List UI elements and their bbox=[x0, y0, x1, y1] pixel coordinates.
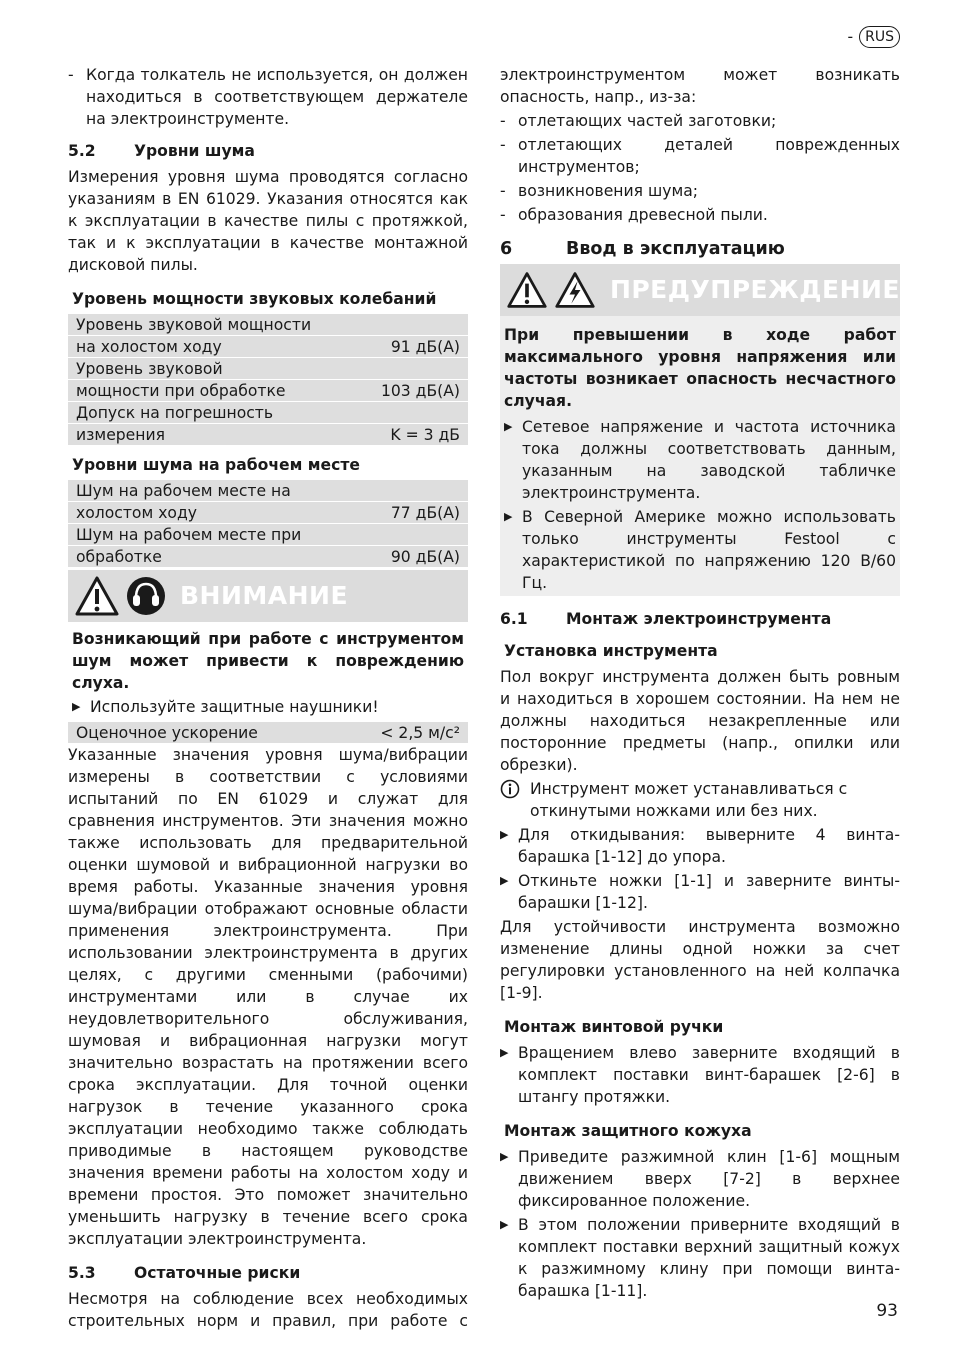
table-row: на холостом ходу 91 дБ(А) bbox=[68, 336, 468, 358]
install-heading: Установка инструмента bbox=[504, 642, 718, 660]
install-info: Инструмент может устанавливаться с откинутыми ножками или без них. bbox=[500, 778, 900, 822]
table-row: Шум на рабочем месте на bbox=[68, 480, 468, 502]
caution-step: ▶ Используйте защитные наушники! bbox=[72, 696, 468, 718]
acceleration-table bbox=[68, 722, 468, 744]
table-row: измерения K = 3 дБ bbox=[68, 424, 468, 446]
page-number: 93 bbox=[876, 1301, 898, 1321]
list-item: - образования древесной пыли. bbox=[500, 204, 900, 226]
warning-title: ПРЕДУПРЕЖДЕНИЕ bbox=[609, 275, 900, 304]
section-5-2-heading: 5.2 Уровни шума bbox=[68, 142, 255, 160]
lang-prefix: - bbox=[847, 28, 854, 46]
section-5-3-heading: 5.3 Остаточные риски bbox=[68, 1264, 301, 1282]
warning-body bbox=[500, 316, 900, 596]
lang-badge: RUS bbox=[859, 26, 900, 48]
section-5-3-text: Несмотря на соблюдение всех необходимых строительных норм и правил, при работе с bbox=[68, 1290, 468, 1330]
electric-hazard-icon bbox=[554, 269, 596, 311]
list-item: ▶ Приведите разжимной клин [1-6] мощным движением вверх [7-2] в верхнее фиксированное положение. bbox=[500, 1146, 900, 1212]
table-row: холостом ходу 77 дБ(А) bbox=[68, 502, 468, 524]
table-row: обработке 90 дБ(А) bbox=[68, 546, 468, 568]
page-header bbox=[847, 26, 900, 48]
list-item: - отлетающих частей заготовки; bbox=[500, 110, 900, 132]
table-row: Шум на рабочем месте при bbox=[68, 524, 468, 546]
risk-list bbox=[500, 110, 900, 226]
sound-power-heading: Уровень мощности звуковых колебаний bbox=[72, 290, 437, 308]
sound-power-table bbox=[68, 314, 468, 446]
list-item: - возникновения шума; bbox=[500, 180, 900, 202]
vibration-text: Указанные значения уровня шума/вибрации измерены в соответствии с условиями испытаний по EN 61029 и служат для сравнения инструментов. Эти значения можно также использовать для предварительной оценки шумовой и вибрационной нагрузки во время работы. Указанные значения уровня шума/вибрации отображают основные области применения электроинструмента. При использовании электроинструмента в других целях, с другими сменными (рабочими) инструментами или в случае их неудовлетворительного обслуживания, шумовая и вибрационная нагрузки могут значительно возрастать на протяжении всего срока эксплуатации. Для точной оценки нагрузок в течение указанного срока эксплуатации необходимо также соблюдать приводимые в настоящем руководстве значения времени работы на холостом ходу и времени простоя. Это поможет значительно уменьшить нагрузку в течение всего срока эксплуатации электроинструмента. bbox=[68, 746, 468, 1248]
hearing-protection-icon bbox=[126, 576, 166, 616]
caution-text: Возникающий при работе с инструментом шум может привести к повреждению слуха. bbox=[72, 630, 464, 692]
list-item: ▶ В этом положении приверните входящий в комплект поставки верхний защитный кожух к разжимному клину при помощи винта-барашка [1-11]. bbox=[500, 1214, 900, 1302]
handle-steps bbox=[500, 1042, 900, 1108]
list-item: - отлетающих деталей поврежденных инструментов; bbox=[500, 134, 900, 178]
table-row: Уровень звуковой bbox=[68, 358, 468, 380]
install-text: Пол вокруг инструмента должен быть ровным и находиться в хорошем состоянии. На нем не должны находиться незакрепленные или посторонние предметы (напр., опилки или обрезки). bbox=[500, 668, 900, 774]
list-item: ▶ Сетевое напряжение и частота источника тока должны соответствовать данным, указанным на заводской табличке электроинструмента. bbox=[504, 416, 896, 504]
workplace-noise-table bbox=[68, 480, 468, 568]
guard-heading: Монтаж защитного кожуха bbox=[504, 1122, 752, 1140]
list-item: ▶ В Северной Америке можно использовать только инструменты Festool с характеристикой по напряжению 120 В/60 Гц. bbox=[504, 506, 896, 594]
warning-banner bbox=[500, 264, 900, 316]
left-column bbox=[68, 64, 468, 1332]
workplace-noise-heading: Уровни шума на рабочем месте bbox=[72, 456, 360, 474]
warning-steps bbox=[504, 416, 896, 594]
table-row: Допуск на погрешность bbox=[68, 402, 468, 424]
list-item: ▶ Вращением влево заверните входящий в комплект поставки винт-барашек [2-6] в штангу протяжки. bbox=[500, 1042, 900, 1108]
list-item: ▶ Откиньте ножки [1-1] и заверните винты-барашки [1-12]. bbox=[500, 870, 900, 914]
guard-steps bbox=[500, 1146, 900, 1302]
caution-title: ВНИМАНИЕ bbox=[180, 581, 349, 610]
risk-intro-text: электроинструментом может возникать опасность, напр., из-за: bbox=[500, 66, 900, 106]
install-steps bbox=[500, 824, 900, 914]
warning-triangle-icon bbox=[506, 269, 548, 311]
table-row: Уровень звуковой мощности bbox=[68, 314, 468, 336]
warning-triangle-icon bbox=[74, 575, 120, 617]
right-column bbox=[500, 64, 900, 1302]
stability-text: Для устойчивости инструмента возможно изменение длины одной ножки за счет регулировки установленного на ней колпачка [1-9]. bbox=[500, 918, 900, 1002]
list-item: ▶ Для откидывания: выверните 4 винта-барашка [1-12] до упора. bbox=[500, 824, 900, 868]
acceleration-row: Оценочное ускорение < 2,5 м/с² bbox=[68, 722, 468, 744]
info-icon bbox=[500, 779, 520, 799]
section-6-1-heading: 6.1 Монтаж электроинструмента bbox=[500, 610, 832, 628]
caution-banner bbox=[68, 570, 468, 622]
handle-heading: Монтаж винтовой ручки bbox=[504, 1018, 724, 1036]
section-5-2-text: Измерения уровня шума проводятся согласно указаниям в EN 61029. Указания относятся как к эксплуатации в качестве пилы с протяжкой, так и к эксплуатации в качестве монтажной дисковой пилы. bbox=[68, 168, 468, 274]
section-6-heading: 6 Ввод в эксплуатацию bbox=[500, 239, 785, 259]
intro-bullet: - Когда толкатель не используется, он должен находиться в соответствующем держателе на электроинструменте. bbox=[68, 64, 468, 130]
warning-text: При превышении в ходе работ максимального уровня напряжения или частоты возникает опасность несчастного случая. bbox=[504, 326, 896, 410]
table-row: мощности при обработке 103 дБ(А) bbox=[68, 380, 468, 402]
